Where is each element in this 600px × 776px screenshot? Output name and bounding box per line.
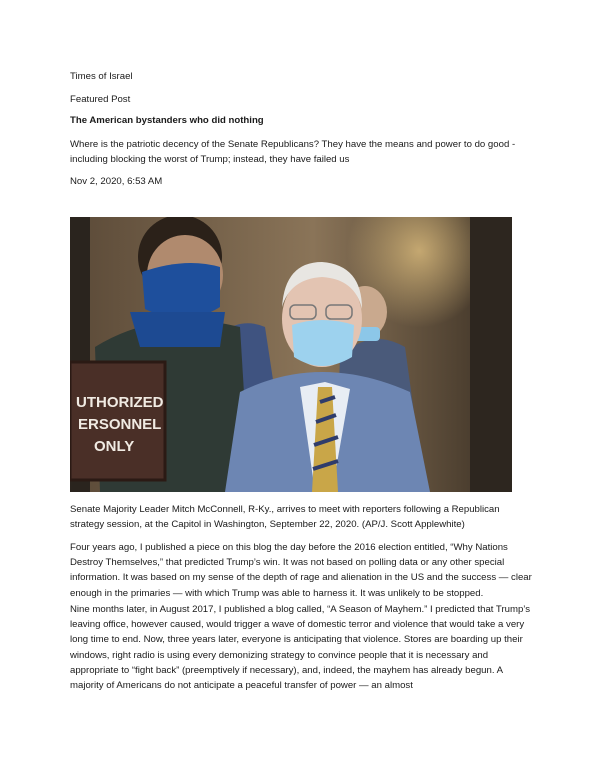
sign-line-1: UTHORIZED <box>76 394 164 411</box>
article-date: Nov 2, 2020, 6:53 AM <box>70 176 163 187</box>
sign-line-3: ONLY <box>94 438 135 455</box>
photo-caption: Senate Majority Leader Mitch McConnell, R-Ky., arrives to meet with reporters following a Republican strategy session, at the Capitol in Washington, September 22, 2020. (AP/J. Scott Applewhite) <box>70 504 500 531</box>
sign-line-2: ERSONNEL <box>78 416 162 433</box>
article-title: The American bystanders who did nothing <box>70 115 264 126</box>
source-name: Times of Israel <box>70 71 133 82</box>
post-label: Featured Post <box>70 94 131 105</box>
body-paragraph-2: Nine months later, in August 2017, I published a blog called, “A Season of Mayhem.” I predicted that Trump’s leaving office, however caused, would trigger a wave of domestic terror and violence that would take a very long time to end. Now, three years later, everyone is anticipating that violence. Stores are boarding up their windows, right radio is using every demonizing strategy to convince people that it is necessary and appropriate to “fight back” (preemptively if necessary), and, indeed, the mayhem has already begun. A majority of Americans do not anticipate a peaceful transfer of power — an almost <box>70 604 531 692</box>
article-subtitle: Where is the patriotic decency of the Senate Republicans? They have the means and power to do good - including blocking the worst of Trump; instead, they have failed us <box>70 139 516 166</box>
body-paragraph-1: Four years ago, I published a piece on this blog the day before the 2016 election entitled, “Why Nations Destroy Themselves,” that predicted Trump’s win. It was not based on polling data or any other special information. It was based on my sense of the depth of rage and alienation in the US and the success — clear enough in the primaries — with which Trump was able to harness it. It was unlikely to be stopped. <box>70 542 532 599</box>
article-photo <box>70 217 512 492</box>
